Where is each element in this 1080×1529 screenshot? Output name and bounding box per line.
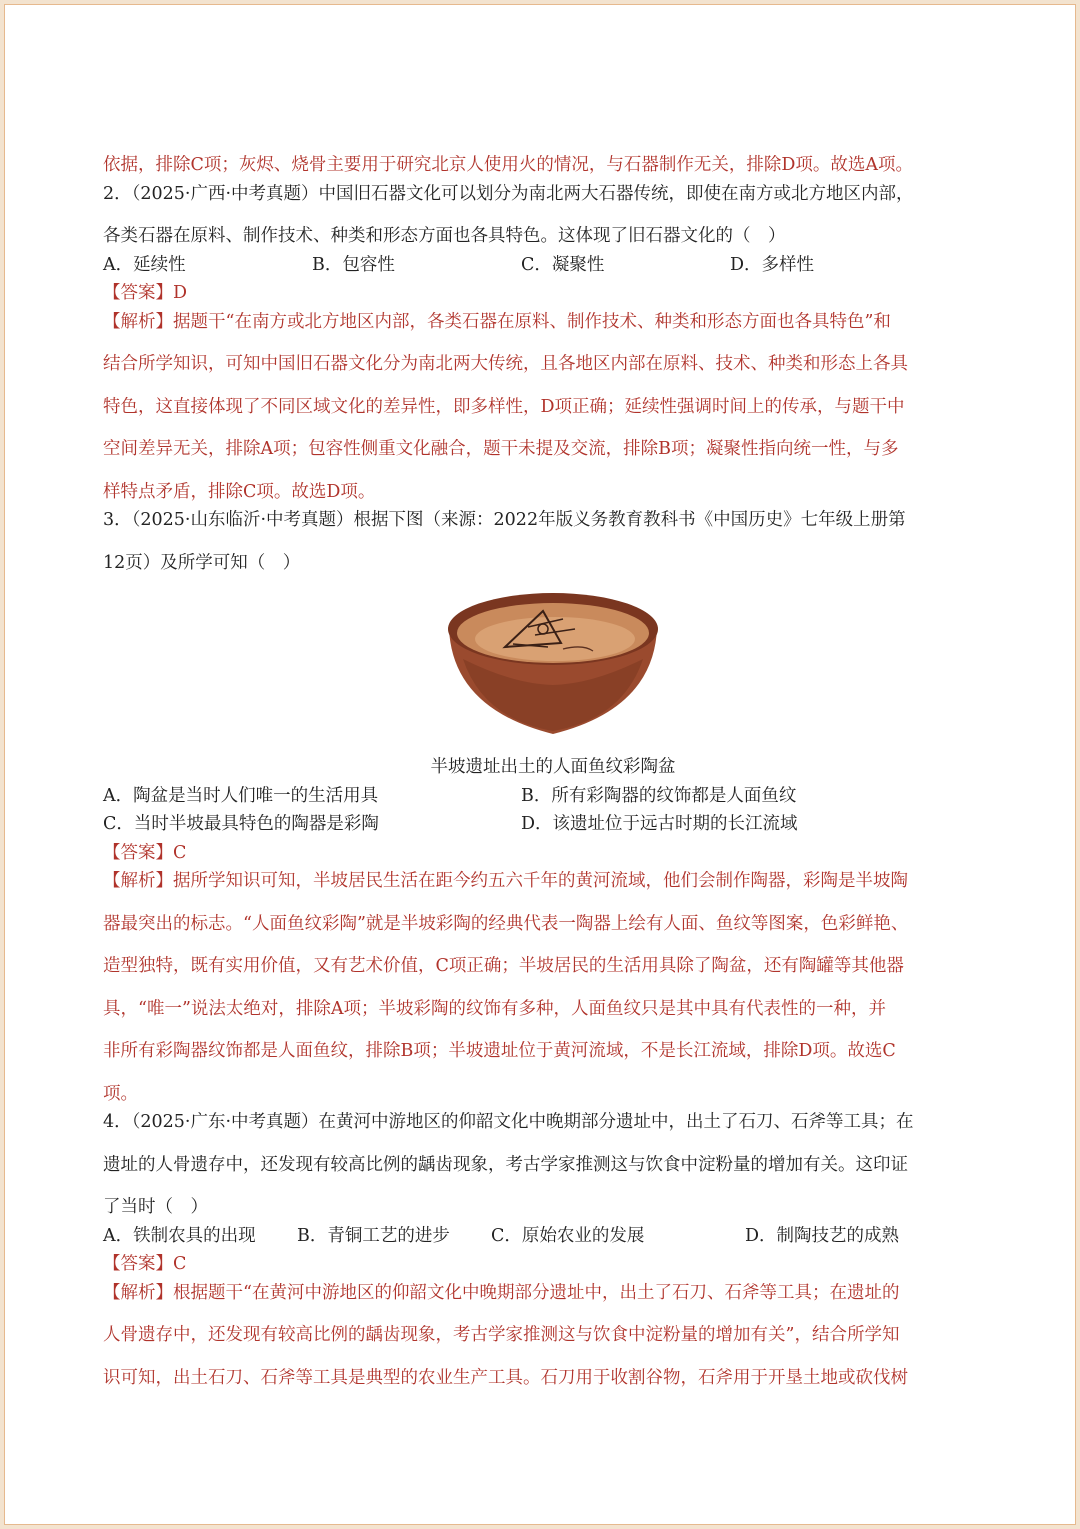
q4-answer-value: C: [173, 1254, 187, 1274]
painted-pottery-basin-image: [443, 589, 663, 739]
pottery-basin-figure: [103, 589, 1003, 739]
page-content: [103, 151, 1003, 1392]
q2-option-a: A．延续性: [103, 254, 186, 275]
q3-options-row-2: [103, 810, 1003, 839]
analysis-tag: 【解析】: [103, 871, 173, 891]
q2-option-d: D．多样性: [730, 254, 815, 275]
q3-analysis-line-6: 项。: [103, 1083, 138, 1104]
q3-option-d: D．该遗址位于远古时期的长江流域: [521, 814, 798, 834]
q3-option-a: A．陶盆是当时人们唯一的生活用具: [103, 785, 379, 806]
answer-tag: 【答案】: [103, 842, 173, 863]
q2-analysis-line-5: 样特点矛盾，排除C项。故选D项。: [103, 481, 376, 502]
figure-caption: 半坡遗址出土的人面鱼纹彩陶盆: [430, 757, 676, 777]
q2-answer: [103, 279, 1003, 308]
q2-analysis-line-4: 空间差异无关，排除A项；包容性侧重文化融合，题干未提及交流，排除B项；凝聚性指向统一性，与多: [103, 439, 899, 459]
q3-option-c: C．当时半坡最具特色的陶器是彩陶: [103, 814, 379, 834]
q3-stem-line-1: 3．（2025·山东临沂·中考真题）根据下图（来源：2022年版义务教育教科书《中国历史》七年级上册第: [103, 510, 906, 530]
q3-analysis-line-3: 造型独特，既有实用价值，又有艺术价值，C项正确；半坡居民的生活用具除了陶盆，还有陶罐等其他器: [103, 956, 904, 976]
q2-stem-line-1: 2．（2025·广西·中考真题）中国旧石器文化可以划分为南北两大石器传统，即使在南方或北方地区内部，: [103, 183, 914, 204]
q3-options-row-1: [103, 782, 1003, 811]
q4-analysis-line-3: 识可知，出土石刀、石斧等工具是典型的农业生产工具。石刀用于收割谷物，石斧用于开垦土地或砍伐树: [103, 1367, 908, 1388]
q4-options: [103, 1222, 1003, 1251]
q2-option-c: C．凝聚性: [521, 254, 605, 275]
q4-analysis-line-2: 人骨遗存中，还发现有较高比例的龋齿现象，考古学家推测这与饮食中淀粉量的增加有关”，结合所学知: [103, 1325, 900, 1345]
analysis-tag: 【解析】: [103, 311, 173, 332]
q2-stem-line-2: 各类石器在原料、制作技术、种类和形态方面也各具特色。这体现了旧石器文化的（ ）: [103, 226, 786, 246]
q3-answer-value: C: [173, 842, 187, 863]
q4-analysis-line-1: [103, 1279, 1003, 1308]
analysis-tag: 【解析】: [103, 1282, 173, 1303]
q3-analysis-text: 据所学知识可知，半坡居民生活在距今约五六千年的黄河流域，他们会制作陶器，彩陶是半坡陶: [173, 871, 908, 891]
q4-option-d: D．制陶技艺的成熟: [745, 1225, 900, 1246]
q3-analysis-line-2: 器最突出的标志。“人面鱼纹彩陶”就是半坡彩陶的经典代表一陶器上绘有人面、鱼纹等图案，色彩鲜艳、: [103, 913, 909, 934]
q3-stem-line-2: 12页）及所学可知（ ）: [103, 552, 301, 573]
q1-analysis-tail: 依据，排除C项；灰烬、烧骨主要用于研究北京人使用火的情况，与石器制作无关，排除D项。故选A项。: [103, 155, 914, 175]
q3-option-b: B．所有彩陶器的纹饰都是人面鱼纹: [521, 785, 797, 806]
q4-option-a: A．铁制农具的出现: [103, 1225, 256, 1246]
q3-answer: [103, 839, 1003, 868]
q2-analysis-line-2: 结合所学知识，可知中国旧石器文化分为南北两大传统，且各地区内部在原料、技术、种类和形态上各具: [103, 354, 908, 374]
q4-option-c: C．原始农业的发展: [491, 1225, 645, 1246]
q2-analysis-line-1: [103, 308, 1003, 337]
q3-analysis-line-5: 非所有彩陶器纹饰都是人面鱼纹，排除B项；半坡遗址位于黄河流域，不是长江流域，排除D项。故选C: [103, 1041, 896, 1061]
q4-answer: [103, 1250, 1003, 1279]
q2-answer-value: D: [173, 283, 188, 303]
q2-options: [103, 251, 1003, 280]
document-page: [4, 4, 1076, 1525]
q2-analysis-text: 据题干“在南方或北方地区内部，各类石器在原料、制作技术、种类和形态方面也各具特色”和: [173, 311, 891, 332]
q3-analysis-line-4: 具，“唯一”说法太绝对，排除A项；半坡彩陶的纹饰有多种，人面鱼纹只是其中具有代表性的一种，并: [103, 998, 887, 1019]
answer-tag: 【答案】: [103, 283, 173, 303]
q2-analysis-line-3: 特色，这直接体现了不同区域文化的差异性，即多样性，D项正确；延续性强调时间上的传承，与题干中: [103, 396, 905, 417]
q3-analysis-line-1: [103, 867, 1003, 896]
q4-analysis-text: 根据题干“在黄河中游地区的仰韶文化中晚期部分遗址中，出土了石刀、石斧等工具；在遗址的: [173, 1282, 900, 1303]
q2-option-b: B．包容性: [312, 254, 395, 275]
q4-stem-line-1: 4．（2025·广东·中考真题）在黄河中游地区的仰韶文化中晚期部分遗址中，出土了石刀、石斧等工具；在: [103, 1112, 914, 1132]
q4-option-b: B．青铜工艺的进步: [297, 1225, 450, 1246]
answer-tag: 【答案】: [103, 1254, 173, 1274]
q4-stem-line-3: 了当时（ ）: [103, 1197, 208, 1217]
q4-stem-line-2: 遗址的人骨遗存中，还发现有较高比例的龋齿现象，考古学家推测这与饮食中淀粉量的增加有关。这印证: [103, 1154, 908, 1175]
